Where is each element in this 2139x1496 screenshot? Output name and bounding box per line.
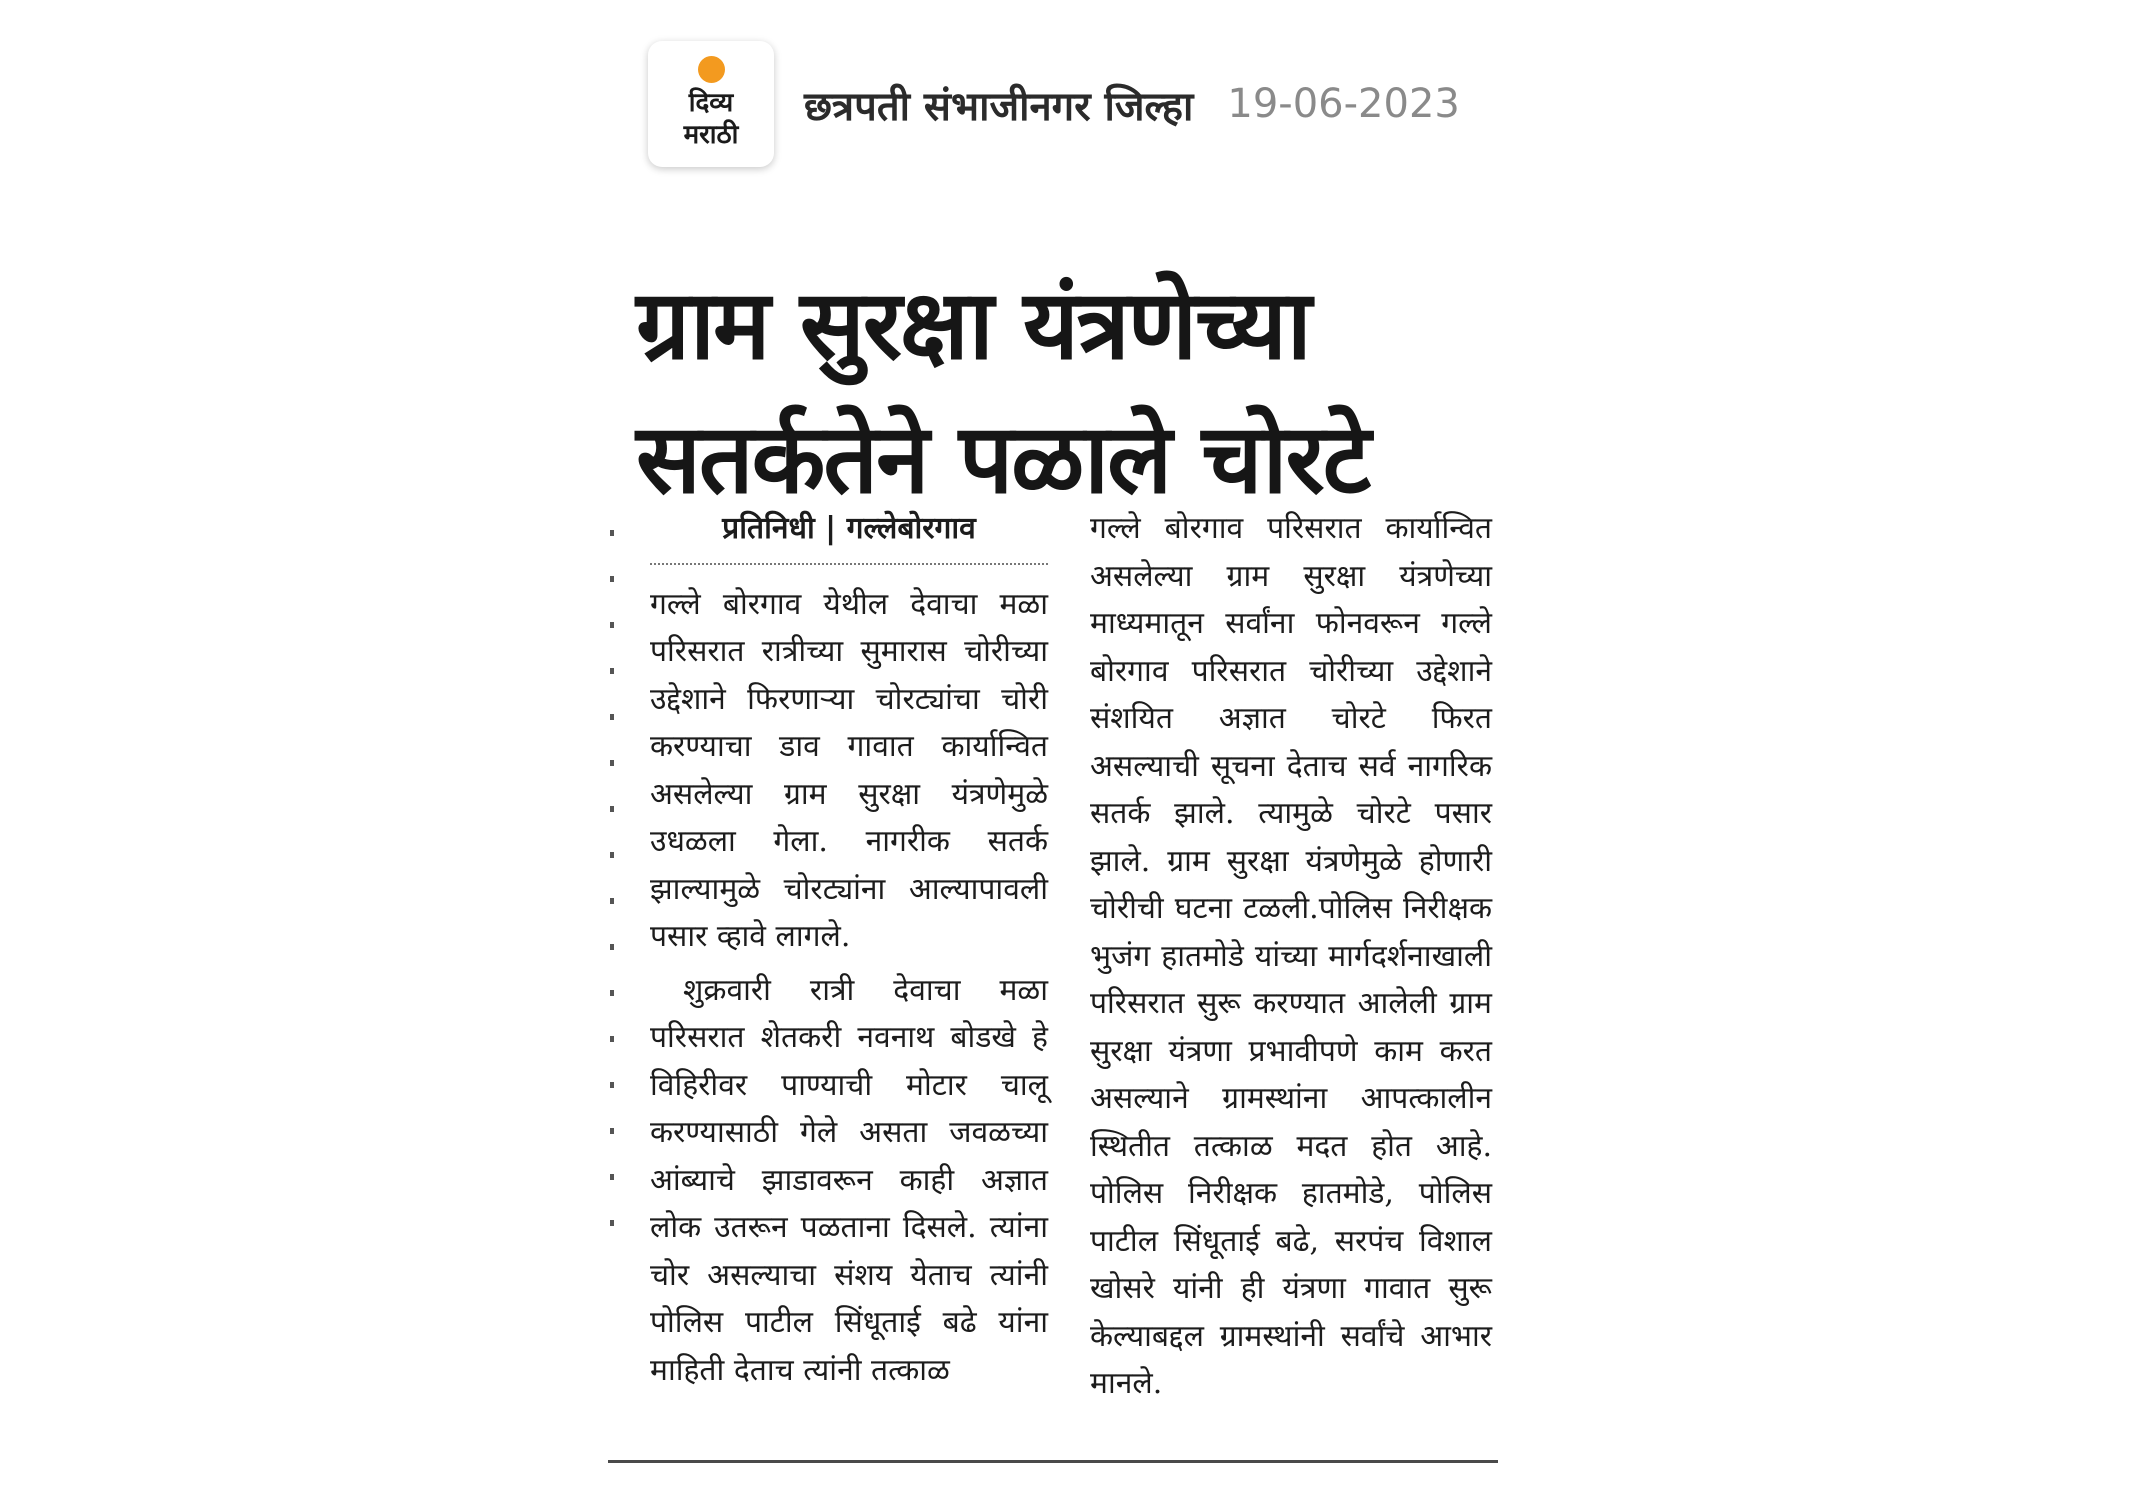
newspaper-clipping [608,200,1508,1496]
logo-line2: मराठी [683,120,739,150]
article-paragraph: गल्ले बोरगाव परिसरात कार्यान्वित असलेल्या ग्राम सुरक्षा यंत्रणेच्या माध्यमातून सर्वांना फोनवरून गल्ले बोरगाव परिसरात चोरीच्या उद्देशाने संशयित अज्ञात चोरटे फिरत असल्याची सूचना देताच सर्व नागरिक सतर्क झाले. त्यामुळे चोरटे पसार झाले. ग्राम सुरक्षा यंत्रणेमुळे होणारी चोरीची घटना टळली.पोलिस निरीक्षक भुजंग हातमोडे यांच्या मार्गदर्शनाखाली परिसरात सुरू करण्यात आलेली ग्राम सुरक्षा यंत्रणा प्रभावीपणे काम करत असल्याने ग्रामस्थांना आपत्कालीन स्थितीत तत्काळ मदत होत आहे. पोलिस निरीक्षक हातमोडे, पोलिस पाटील सिंधूताई बढे, सरपंच विशाल खोसरे यांनी ही यंत्रणा गावात सुरू केल्याबद्दल ग्रामस्थांनी सर्वांचे आभार मानले. [1090,511,1492,1401]
article-headline: ग्राम सुरक्षा यंत्रणेच्या सतर्कतेने पळाले चोरटे [636,269,1370,515]
bottom-divider [608,1460,1498,1463]
post-header [648,38,1518,170]
district-name[interactable]: छत्रपती संभाजीनगर जिल्हा [804,83,1194,130]
article-paragraph: शुक्रवारी रात्री देवाचा मळा परिसरात शेतकरी नवनाथ बोडखे हे विहिरीवर पाण्याची मोटार चालू करण्यासाठी गेले असता जवळच्या आंब्याचे झाडावरून काही अज्ञात लोक उतरून पळताना दिसले. त्यांना चोर असल्याचा संशय येताच त्यांनी पोलिस पाटील सिंधूताई बढे यांना माहिती देताच त्यांनी तत्काळ [650,972,1048,1388]
clipping-edge-marks [610,530,614,1230]
logo-line1: दिव्य [688,88,734,118]
article-paragraph: गल्ले बोरगाव येथील देवाचा मळा परिसरात रात्रीच्या सुमारास चोरीच्या उद्देशाने फिरणाऱ्या चोरट्यांचा चोरी करण्याचा डाव गावात कार्यान्वित असलेल्या ग्राम सुरक्षा यंत्रणेमुळे उधळला गेला. नागरीक सतर्क झाल्यामुळे चोरट्यांना आल्यापावली पसार व्हावे लागले. [650,586,1048,954]
article-byline: प्रतिनिधी | गल्लेबोरगाव [650,505,1048,565]
article-column-right [1090,505,1492,1414]
article-column-left [650,505,1048,1400]
logo-dot-icon [698,56,725,83]
post-date: 19-06-2023 [1227,81,1460,127]
newspaper-logo[interactable] [648,41,774,167]
